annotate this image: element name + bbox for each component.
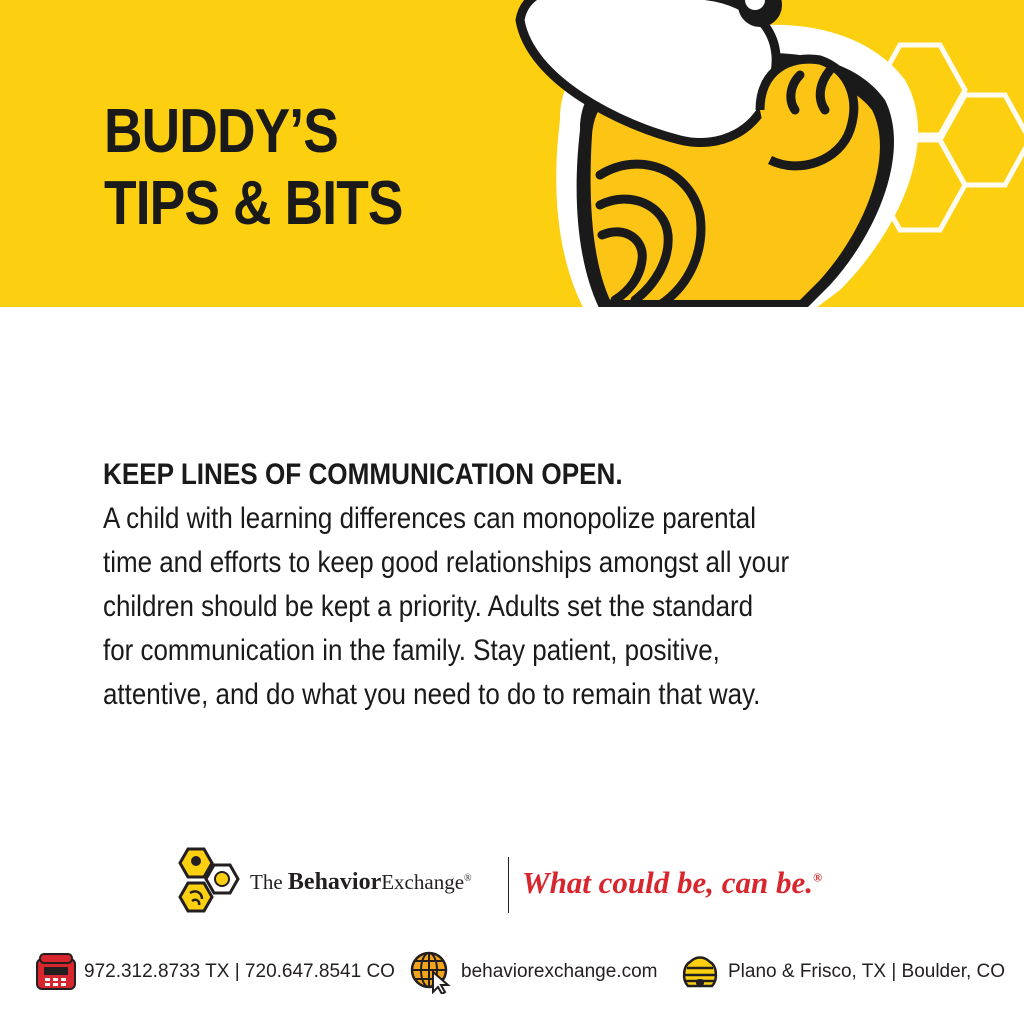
- brand-footer: [170, 845, 870, 925]
- tagline-registered-mark: ®: [813, 870, 823, 885]
- tip-body-line: attentive, and do what you need to do to remain that way.: [103, 678, 761, 711]
- tip-section: [103, 455, 963, 717]
- tip-body-line: for communication in the family. Stay patient, positive,: [103, 634, 720, 667]
- tip-heading: KEEP LINES OF COMMUNICATION OPEN.: [103, 458, 623, 491]
- website-link[interactable]: behaviorexchange.com: [461, 961, 658, 982]
- page-title: [104, 96, 403, 240]
- title-line-2: TIPS & BITS: [104, 169, 403, 238]
- header-banner: [0, 0, 1024, 307]
- tip-body-line: children should be kept a priority. Adults set the standard: [103, 590, 754, 623]
- globe-cursor-icon: [409, 950, 453, 994]
- brand-divider: [508, 857, 509, 913]
- brand-name-bold: Behavior: [287, 869, 382, 895]
- behavior-exchange-logo-icon: [170, 845, 250, 925]
- tagline-text: What could be, can be.: [522, 865, 814, 900]
- contact-locations: [680, 950, 1005, 994]
- beehive-icon: [680, 954, 720, 990]
- contact-bar: [36, 950, 1006, 994]
- brand-name: [250, 869, 472, 896]
- brand-tagline: [522, 865, 822, 901]
- brand-name-suffix: Exchange: [381, 870, 465, 894]
- contact-phone: [36, 950, 395, 994]
- tip-body: [103, 497, 959, 717]
- phone-numbers: 972.312.8733 TX | 720.647.8541 CO: [84, 961, 395, 982]
- tip-body-line: A child with learning differences can monopolize parental: [103, 502, 757, 535]
- contact-website[interactable]: [409, 950, 657, 994]
- tip-body-line: time and efforts to keep good relationships amongst all your: [103, 546, 790, 579]
- brand-name-prefix: The: [250, 870, 283, 894]
- brand-registered-mark: ®: [464, 873, 472, 884]
- phone-icon: [36, 953, 76, 991]
- locations-text: Plano & Frisco, TX | Boulder, CO: [728, 961, 1006, 982]
- title-line-1: BUDDY’S: [104, 97, 338, 166]
